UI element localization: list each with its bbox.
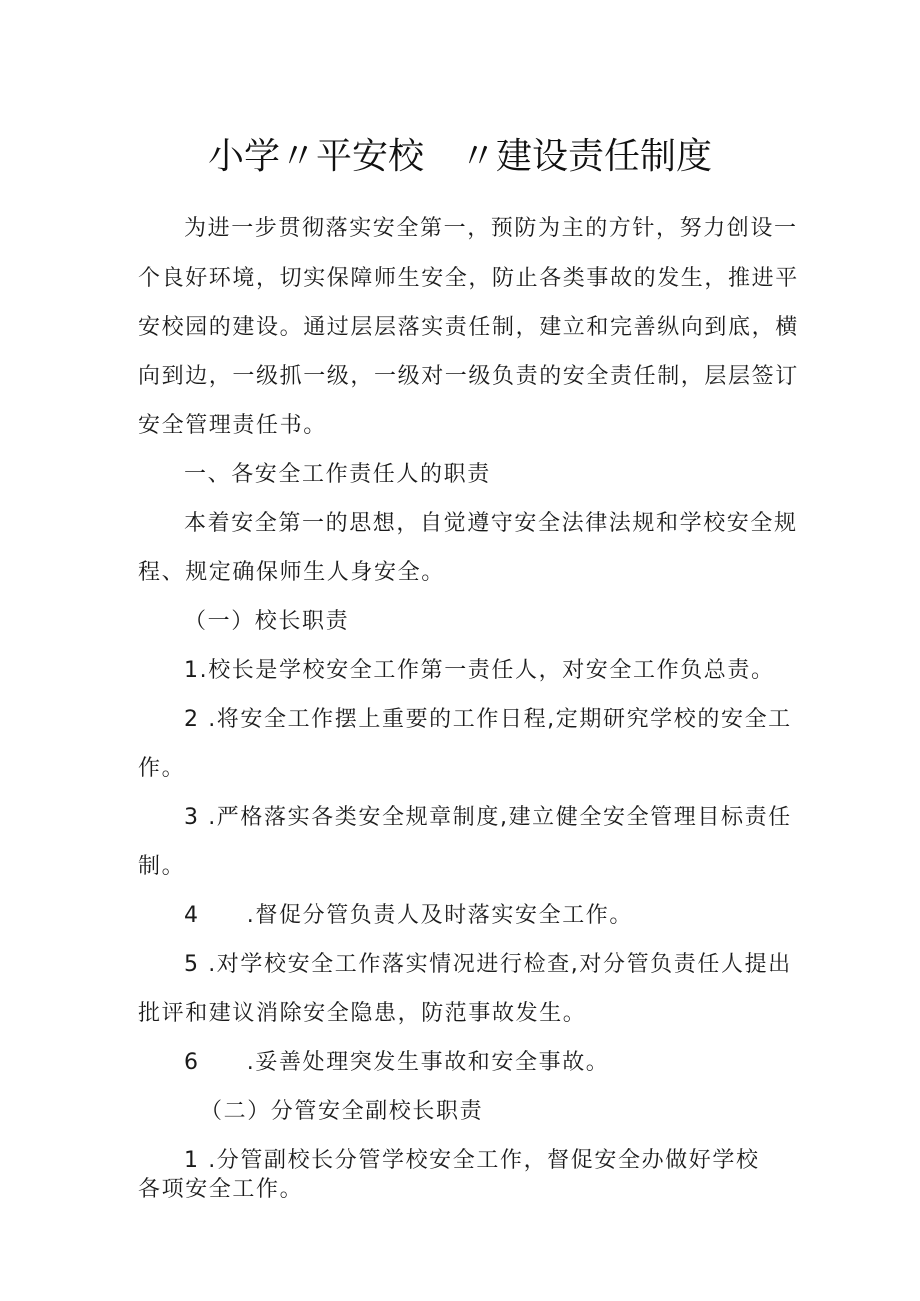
intro-line-2: 个良好环境，切实保障师生安全，防止各类事故的发生，推进平 [138,266,799,291]
intro-line-1: 为进一步贯彻落实安全第一，预防为主的方针，努力创设一 [184,216,798,241]
principal-item-1: 1.校长是学校安全工作第一责任人，对安全工作负总责。 [184,658,775,683]
section-desc-line-1: 本着安全第一的思想，自觉遵守安全法律法规和学校安全规 [184,511,798,536]
intro-line-3: 安校园的建设。通过层层落实责任制，建立和完善纵向到底，横 [138,315,799,340]
vice-principal-item-1-line-2: 各项安全工作。 [138,1177,304,1202]
subsection-heading-vice-principal: （二）分管安全副校长职责 [200,1099,484,1124]
vice-principal-item-1-line-1: 1 .分管副校长分管学校安全工作，督促安全办做好学校 [184,1148,760,1173]
principal-item-5-line-2: 批评和建议消除安全隐患，防范事故发生。 [138,1001,587,1026]
principal-item-3-line-2: 制。 [138,854,186,879]
principal-item-3-line-1: 3 .严格落实各类安全规章制度,建立健全安全管理目标责任 [184,805,792,830]
section-heading-responsibilities: 一、各安全工作责任人的职责 [184,462,491,487]
document-title: 小学〃平安校 〃建设责任制度 [207,136,712,177]
principal-item-6: 6 .妥善处理突发生事故和安全事故。 [184,1050,610,1075]
subsection-heading-principal: （一）校长职责 [184,609,350,634]
principal-item-2-line-2: 作。 [138,756,186,781]
principal-item-2-line-1: 2 .将安全工作摆上重要的工作日程,定期研究学校的安全工 [184,707,792,732]
intro-line-4: 向到边，一级抓一级，一级对一级负责的安全责任制，层层签订 [138,364,799,389]
section-desc-line-2: 程、规定确保师生人身安全。 [138,560,445,585]
intro-line-5: 安全管理责任书。 [138,413,327,438]
principal-item-5-line-1: 5 .对学校安全工作落实情况进行检查,对分管负责任人提出 [184,952,792,977]
principal-item-4: 4 .督促分管负责人及时落实安全工作。 [184,903,633,928]
